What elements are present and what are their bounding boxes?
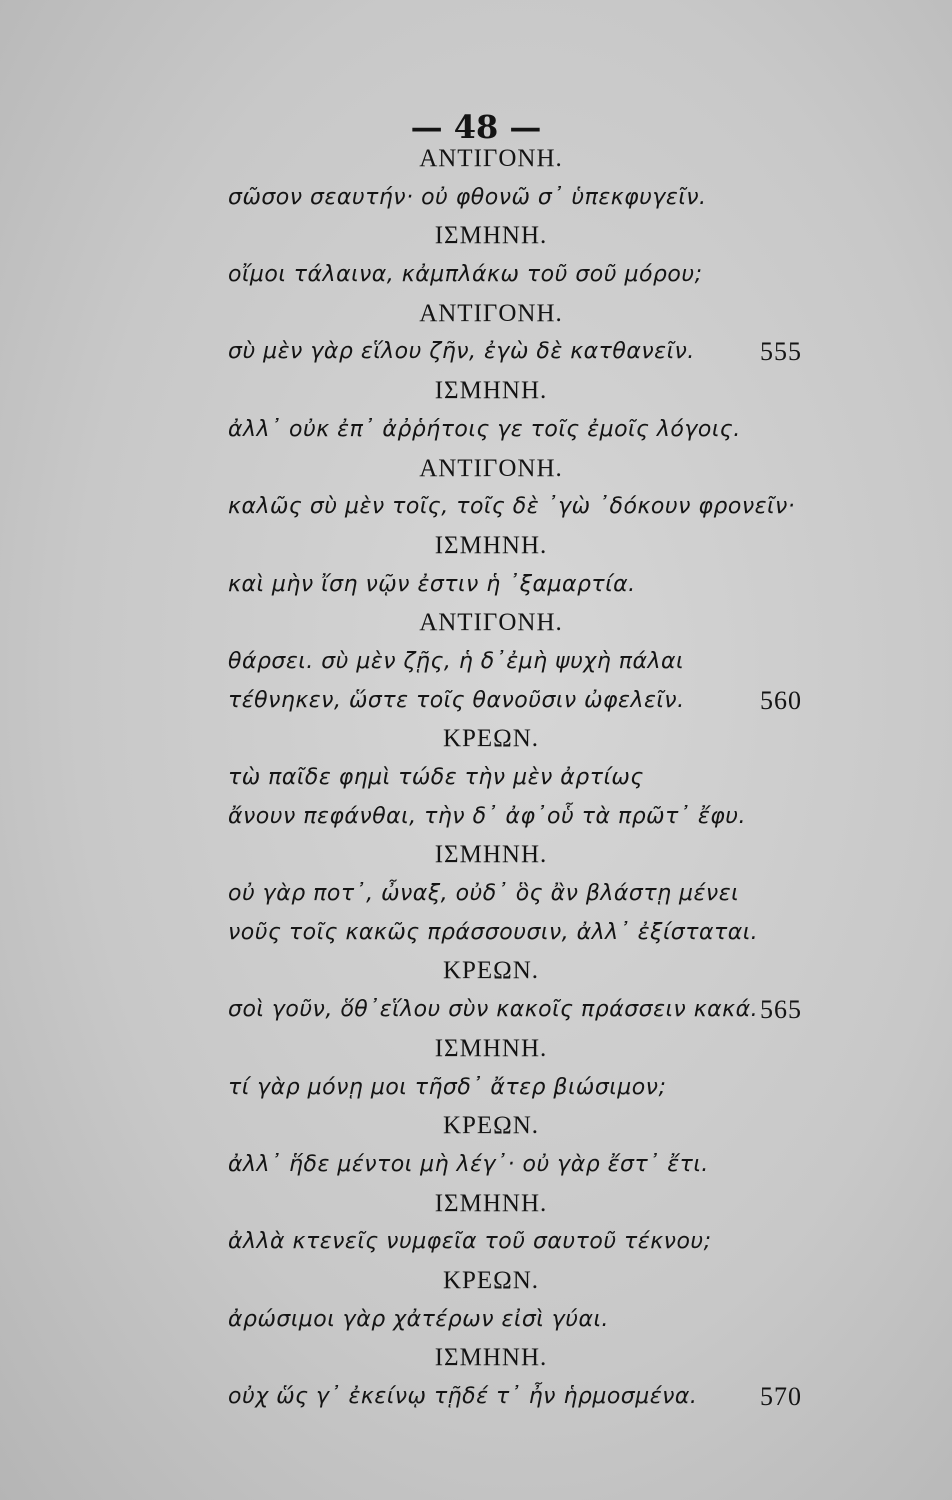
speaker-name: ΚΡΕΩΝ.	[442, 1112, 540, 1140]
verse-line	[0, 179, 952, 218]
verse-line	[0, 566, 952, 605]
verse-text: τὼ παῖδε φημὶ τώδε τὴν μὲν ἀρτίως	[228, 765, 644, 790]
verse-line	[0, 1146, 952, 1185]
verse-line	[0, 991, 952, 1030]
verse-text: τί γὰρ μόνῃ μοι τῆσδ᾽ ἄτερ βιώσιμον;	[228, 1074, 667, 1100]
speaker-name: ΙΣΜΗΝΗ.	[434, 222, 548, 250]
speaker-name: ΙΣΜΗΝΗ.	[434, 377, 548, 405]
verse-text: ἄνουν πεφάνθαι, τὴν δ᾽ ἀφ᾽οὗ τὰ πρῶτ᾽ ἔφυ.	[228, 803, 746, 829]
verse-text: οἴμοι τάλαινα, κἀμπλάκω τοῦ σοῦ μόρου;	[228, 262, 703, 288]
verse-text: καλῶς σὺ μὲν τοῖς, τοῖς δὲ ᾽γὼ ᾽δόκουν φρονεῖν·	[228, 494, 796, 520]
page-number: — 48 —	[410, 108, 542, 146]
speaker-name: ΚΡΕΩΝ.	[442, 725, 540, 753]
line-number: 565	[760, 995, 802, 1025]
verse-line	[0, 1301, 952, 1340]
speaker-name: ΑΝΤΙΓΟΝΗ.	[419, 145, 563, 172]
verse-line	[0, 488, 952, 527]
verse-text: σὺ μὲν γὰρ εἵλου ζῆν, ἐγὼ δὲ κατθανεῖν.	[228, 339, 695, 365]
line-number: 555	[760, 337, 802, 367]
dialogue-text	[0, 140, 952, 1417]
verse-line	[0, 914, 952, 953]
verse-text: ἀλλ᾽ οὐκ ἐπ᾽ ἀῤῥήτοις γε τοῖς ἐμοῖς λόγοις.	[228, 416, 741, 442]
verse-text: σῶσον σεαυτήν· οὐ φθονῶ σ᾽ ὑπεκφυγεῖν.	[228, 184, 707, 210]
speaker-name: ΙΣΜΗΝΗ.	[434, 1344, 548, 1372]
line-number: 560	[760, 685, 802, 715]
verse-text: νοῦς τοῖς κακῶς πράσσουσιν, ἀλλ᾽ ἐξίσταται.	[228, 919, 759, 945]
verse-text: ἀρώσιμοι γὰρ χἀτέρων εἰσὶ γύαι.	[228, 1306, 609, 1332]
verse-line	[0, 875, 952, 914]
verse-line	[0, 333, 952, 372]
speaker-name: ΚΡΕΩΝ.	[442, 957, 540, 985]
verse-text: ἀλλ᾽ ἥδε μέντοι μὴ λέγ᾽· οὐ γὰρ ἔστ᾽ ἔτι.	[228, 1151, 709, 1177]
verse-line	[0, 682, 952, 721]
speaker-name: ΙΣΜΗΝΗ.	[434, 841, 548, 869]
verse-line	[0, 1378, 952, 1417]
speaker-name: ΙΣΜΗΝΗ.	[434, 531, 548, 559]
verse-text: οὐχ ὥς γ᾽ ἐκείνῳ τῇδέ τ᾽ ἦν ἡρμοσμένα.	[228, 1384, 698, 1409]
verse-text: θάρσει. σὺ μὲν ζῇς, ἡ δ᾽ἐμὴ ψυχὴ πάλαι	[228, 648, 684, 674]
speaker-name: ΙΣΜΗΝΗ.	[434, 1034, 548, 1062]
speaker-name: ΑΝΤΙΓΟΝΗ.	[419, 454, 563, 482]
speaker-name: ΚΡΕΩΝ.	[442, 1266, 540, 1294]
speaker-name: ΑΝΤΙΓΟΝΗ.	[419, 299, 563, 327]
speaker-name: ΑΝΤΙΓΟΝΗ.	[419, 609, 563, 637]
verse-line	[0, 1069, 952, 1108]
verse-text: καὶ μὴν ἴση νῷν ἐστιν ἡ ᾽ξαμαρτία.	[228, 571, 636, 597]
verse-line	[0, 411, 952, 450]
verse-line	[0, 759, 952, 798]
verse-text: οὐ γὰρ ποτ᾽, ὦναξ, οὐδ᾽ ὃς ἂν βλάστῃ μένει	[228, 881, 740, 907]
verse-text: ἀλλὰ κτενεῖς νυμφεῖα τοῦ σαυτοῦ τέκνου;	[228, 1229, 712, 1255]
verse-line	[0, 1223, 952, 1262]
verse-line	[0, 798, 952, 837]
verse-text: σοὶ γοῦν, ὅθ᾽εἵλου σὺν κακοῖς πράσσειν κακά.	[228, 997, 759, 1023]
verse-line	[0, 256, 952, 295]
verse-line	[0, 643, 952, 682]
verse-text: τέθνηκεν, ὥστε τοῖς θανοῦσιν ὠφελεῖν.	[228, 687, 685, 713]
speaker-name: ΙΣΜΗΝΗ.	[434, 1189, 548, 1217]
line-number: 570	[760, 1382, 802, 1411]
